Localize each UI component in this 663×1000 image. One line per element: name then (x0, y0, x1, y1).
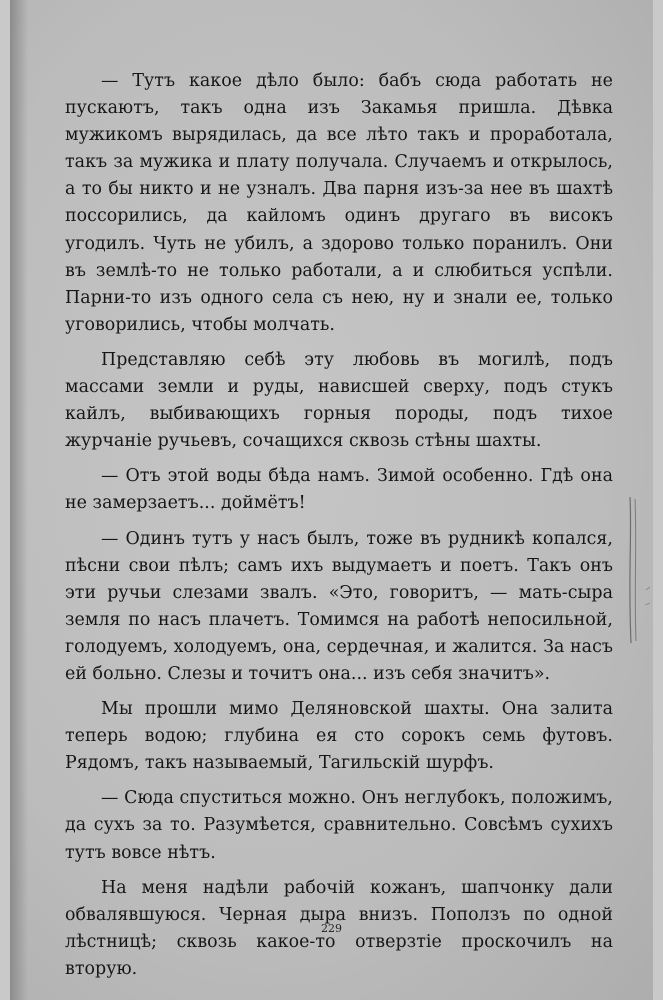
paragraph-1: — Тутъ какое дѣло было: бабъ сюда работать не пускаютъ, такъ одна изъ Закамья пришла. Дѣвка мужикомъ вырядилась, да все лѣто такъ и проработала, такъ за мужика и плату получала. Случаемъ и открылось, а то бы никто и не узналъ. Два парня изъ-за нее въ шахтѣ поссорились, да кайломъ одинъ другаго въ високъ угодилъ. Чуть не убилъ, а здорово только поранилъ. Они въ землѣ-то не только работали, а и слюбиться успѣли. Парни-то изъ одного села съ нею, ну и знали ее, только уговорились, чтобы молчать. (65, 71, 613, 335)
paragraph-2: Представляю себѣ эту любовь въ могилѣ, подъ массами земли и руды, нависшей сверху, подъ стукъ кайлъ, выбивающихъ горныя породы, подъ тихое журчаніе ручьевъ, сочащихся сквозь стѣны шахты. (65, 349, 613, 452)
paragraph-4: — Одинъ тутъ у насъ былъ, тоже въ рудникѣ копался, пѣсни свои пѣлъ; самъ ихъ выдумаетъ и поетъ. Такъ онъ эти ручьи слезами звалъ. «Это, говоритъ, — мать-сыра земля по насъ плачетъ. Томимся на работѣ непосильной, голодуемъ, холодуемъ, она, сердечная, и жалится. За насъ ей больно. Слезы и точитъ она... изъ себя значитъ». (65, 528, 613, 684)
body-text (65, 68, 613, 991)
paragraph-3: — Отъ этой воды бѣда намъ. Зимой особенно. Гдѣ она не замерзаетъ... доймётъ! (65, 466, 613, 514)
binding-shadow (10, 0, 28, 1000)
paragraph-6: — Сюда спуститься можно. Онъ неглубокъ, положимъ, да сухъ за то. Разумѣется, сравнительно. Совсѣмъ сухихъ тутъ вовсе нѣтъ. (65, 788, 613, 863)
page-number: 229 (321, 922, 342, 935)
paragraph-5: Мы прошли мимо Деляновской шахты. Она залита теперь водою; глубина ея сто сорокъ семь футовъ. Рядомъ, такъ называемый, Тагильскій шурфъ. (65, 699, 613, 774)
pencil-margin-mark (622, 495, 652, 645)
paragraph-7: На меня надѣли рабочій кожанъ, шапчонку дали обвалявшуюся. Черная дыра внизъ. Поползъ по одной лѣстницѣ; сквозь какое-то отверзтіе проскочилъ на вторую. (65, 877, 613, 979)
